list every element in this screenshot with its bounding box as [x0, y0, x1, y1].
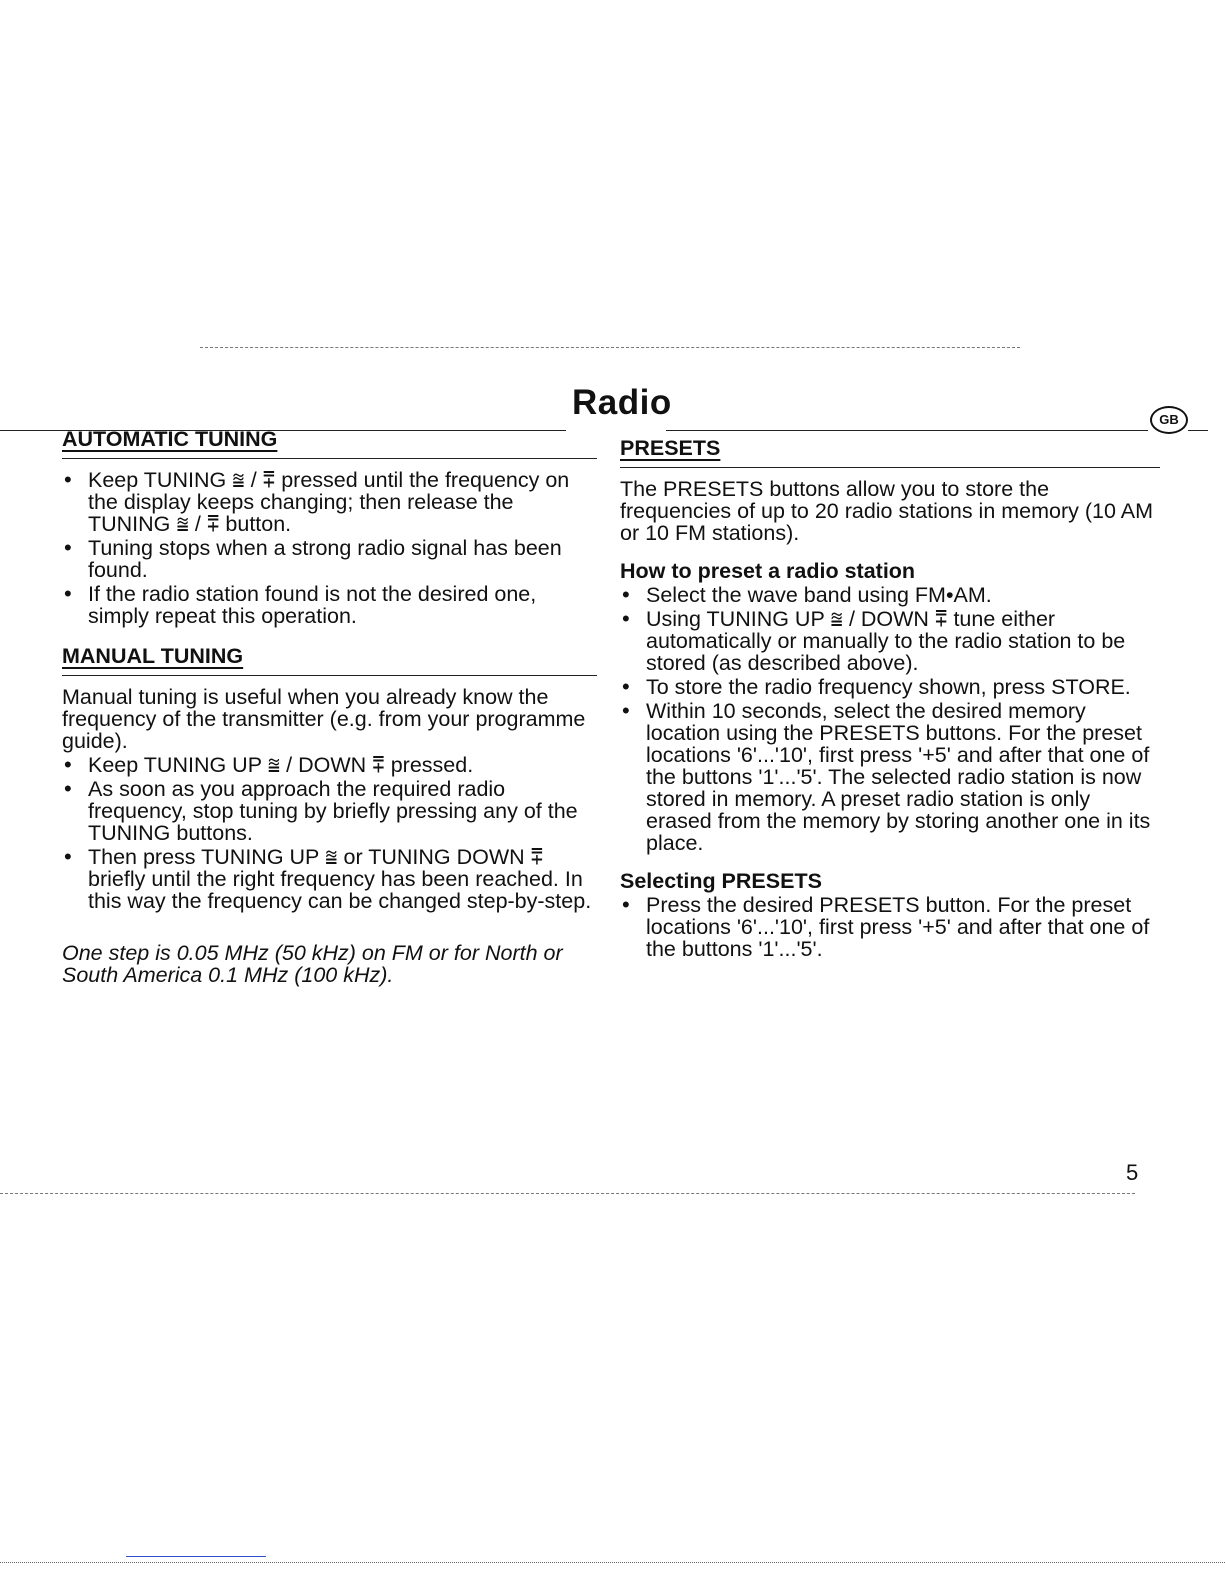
left-column	[62, 428, 597, 988]
scan-artifact-bottom	[0, 1193, 1135, 1194]
automatic-tuning-list	[62, 469, 597, 627]
list-item: • Within 10 seconds, select the desired memory location using the PRESETS buttons. For the preset locations '6'...'10', first press '+5' and after that one of the buttons '1'...'5'. The selected radio station is now stored in memory. A preset radio station is only erased from the memory by storing another one in its place.	[620, 700, 1160, 854]
gb-language-badge: GB	[1150, 406, 1188, 434]
list-item: • Keep TUNING UP ⩰ / DOWN ⩱ pressed.	[62, 754, 597, 776]
manual-tuning-heading: MANUAL TUNING	[62, 645, 597, 676]
how-to-preset-list	[620, 584, 1160, 854]
list-item: • To store the radio frequency shown, press STORE.	[620, 676, 1160, 698]
presets-heading: PRESETS	[620, 437, 1160, 468]
list-item: • Tuning stops when a strong radio signal has been found.	[62, 537, 597, 581]
page-title: Radio	[572, 383, 672, 422]
list-item: • If the radio station found is not the desired one, simply repeat this operation.	[62, 583, 597, 627]
page-number: 5	[1126, 1160, 1139, 1185]
how-to-preset-heading: How to preset a radio station	[620, 559, 916, 583]
list-item: • Using TUNING UP ⩰ / DOWN ⩱ tune either automatically or manually to the radio station to be stored (as described above).	[620, 608, 1160, 674]
list-item: • Then press TUNING UP ⩰ or TUNING DOWN ⩱ briefly until the right frequency has been reached. In this way the frequency can be changed step-by-step.	[62, 846, 597, 912]
selecting-presets-list	[620, 894, 1160, 960]
list-item: • Keep TUNING ⩰ / ⩱ pressed until the frequency on the display keeps changing; then release the TUNING ⩰ / ⩱ button.	[62, 469, 597, 535]
selecting-presets-heading: Selecting PRESETS	[620, 869, 822, 893]
manual-tuning-intro: Manual tuning is useful when you already know the frequency of the transmitter (e.g. from your programme guide).	[62, 685, 586, 753]
automatic-tuning-heading: AUTOMATIC TUNING	[62, 428, 597, 459]
bottom-border	[0, 1562, 1225, 1563]
presets-intro: The PRESETS buttons allow you to store the frequencies of up to 20 radio stations in memory (10 AM or 10 FM stations).	[620, 477, 1153, 545]
title-rule-far-right	[1188, 430, 1208, 431]
list-item: • Select the wave band using FM•AM.	[620, 584, 1160, 606]
frequency-step-note: One step is 0.05 MHz (50 kHz) on FM or for North or South America 0.1 MHz (100 kHz).	[62, 941, 563, 987]
list-item: • Press the desired PRESETS button. For the preset locations '6'...'10', first press '+5' and after that one of the buttons '1'...'5'.	[620, 894, 1160, 960]
bottom-link-underline	[126, 1556, 266, 1557]
title-rule-right	[666, 430, 1148, 431]
scan-artifact-top	[200, 347, 1020, 348]
manual-tuning-list	[62, 754, 597, 912]
list-item: • As soon as you approach the required radio frequency, stop tuning by briefly pressing any of the TUNING buttons.	[62, 778, 597, 844]
right-column	[620, 437, 1160, 962]
